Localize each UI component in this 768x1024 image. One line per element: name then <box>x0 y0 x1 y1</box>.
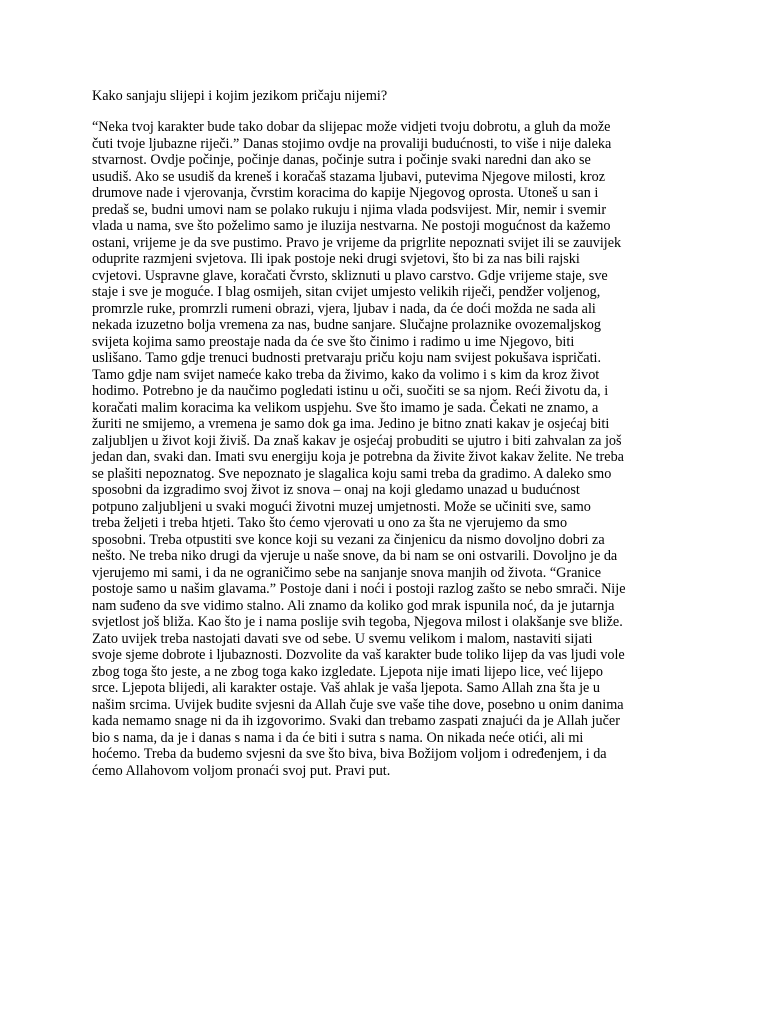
paragraph-line: bio s nama, da je i danas s nama i da će biti i sutra s nama. On nikada neće otići, ali mi <box>92 729 584 746</box>
paragraph-line: ostani, vrijeme je da sve pustimo. Pravo je vrijeme da prigrlite nepoznati svijet ili se zauvijek <box>92 234 622 251</box>
paragraph-line: jedan dan, svaki dan. Imati svu energiju koja je potrebna da živite život kakav želite. Ne treba <box>92 449 624 465</box>
paragraph-line: treba željeti i treba htjeti. Tako što ćemo vjerovati u ono za šta ne vjerujemo da smo <box>92 515 568 531</box>
paragraph-line: ćemo Allahovom voljom pronaći svoj put. Pravi put. <box>92 762 391 779</box>
paragraph-line: postoje samo u našim glavama.” Postoje dani i noći i postoji razlog zašto se nebo smrači. Nije <box>92 581 626 597</box>
paragraph-line: svoje sjeme dobrote i ljubaznosti. Dozvolite da vaš karakter bude toliko lijep da vas ljudi vole <box>92 647 625 663</box>
paragraph-line: predaš se, budni umovi nam se polako rukuju i njima vlada podsvijest. Mir, nemir i svemir <box>92 201 607 218</box>
paragraph-line: promrzle ruke, promrzli rumeni obrazi, vjera, ljubav i nada, da će doći možda ne sada ali <box>92 300 596 317</box>
paragraph-line: potpuno zaljubljeni u svaki mogući životni muzej umjetnosti. Može se učiniti sve, samo <box>92 498 591 515</box>
paragraph-line: uslišano. Tamo gdje trenuci budnosti pretvaraju priču koju nam svijest pokušava ispričati. <box>92 350 601 366</box>
paragraph-line: stvarnost. Ovdje počinje, počinje danas, počinje sutra i počinje svaki naredni dan ako se <box>92 152 591 168</box>
paragraph-line: vjerujemo mi sami, i da ne ograničimo sebe na sanjanje snova manjih od života. “Granice <box>92 564 602 581</box>
paragraph-line: usudiš. Ako se usudiš da kreneš i koračaš stazama ljubavi, putevima Njegove milosti, kroz <box>92 168 606 185</box>
document-title: Kako sanjaju slijepi i kojim jezikom pričaju nijemi? <box>92 88 388 104</box>
paragraph-line: Tamo gdje nam svijet nameće kako treba da živimo, kako da volimo i s kim da kroz život <box>92 366 600 383</box>
paragraph-line: oduprite razmjeni svjetova. Ili ipak postoje neki drugi svjetovi, što bi za nas bili rajski <box>92 251 580 267</box>
paragraph-line: hodimo. Potrebno je da naučimo pogledati istinu u oči, suočiti se sa njom. Reći životu da, i <box>92 383 609 399</box>
paragraph-line: kada nemamo snage ni da ih izgovorimo. Svaki dan trebamo zaspati znajući da je Allah jučer <box>92 713 620 729</box>
paragraph-line: zbog toga što jeste, a ne zbog toga kako izgledate. Ljepota nije imati lijepo lice, već lijepo <box>92 663 603 680</box>
paragraph-line: koračati malim koracima ka velikom uspjehu. Sve što imamo je sada. Čekati ne znamo, a <box>92 399 599 416</box>
document-body <box>92 119 626 779</box>
paragraph-line: nekada izuzetno bolja vremena za nas, budne sanjare. Slučajne prolaznike ovozemaljskog <box>92 317 601 333</box>
paragraph-line: se plašiti nepoznatog. Sve nepoznato je slagalica koju sami treba da gradimo. A daleko smo <box>92 465 612 482</box>
paragraph-line: sposobni da izgradimo svoj život iz snova – onaj na koji gledamo unazad u budućnost <box>92 482 580 498</box>
paragraph-line: nam suđeno da sve vidimo stalno. Ali znamo da koliko god mrak ispunila noć, da je jutarnja <box>92 597 615 614</box>
paragraph-line: cvjetovi. Uspravne glave, koračati čvrsto, skliznuti u plavo carstvo. Gdje vrijeme staje, sve <box>92 267 608 284</box>
paragraph-line: sposobni. Treba otpustiti sve konce koji su vezani za činjenicu da nismo dovoljno dobri za <box>92 531 605 548</box>
paragraph-line: našim srcima. Uvijek budite svjesni da Allah čuje sve vaše tihe dove, posebno u onim danima <box>92 696 624 713</box>
paragraph-line: čuti tvoje ljubazne riječi.” Danas stojimo ovdje na provaliji budućnosti, to više i nije daleka <box>92 135 612 152</box>
paragraph-line: zaljubljen u život koji živiš. Da znaš kakav je osjećaj probuditi se ujutro i biti zahvalan za još <box>92 432 622 449</box>
paragraph-line: Zato uvijek treba nastojati davati sve od sebe. U svemu velikom i malom, nastaviti sijati <box>92 630 593 647</box>
paragraph-line: vlada u nama, sve što poželimo samo je iluzija nestvarna. Ne postoji mogućnost da kažemo <box>92 218 611 234</box>
paragraph-line: žuriti ne smijemo, a vremena je samo dok ga ima. Jedino je bitno znati kakav je osjećaj biti <box>92 416 610 432</box>
paragraph-line: staje i sve je moguće. I blag osmijeh, sitan cvijet umjesto velikih riječi, pendžer voljenog, <box>92 284 601 300</box>
paragraph-line: drumove nade i vjerovanja, čvrstim koracima do kapije Njegovog oprosta. Utoneš u san i <box>92 185 599 201</box>
paragraph-line: srce. Ljepota blijedi, ali karakter ostaje. Vaš ahlak je vaša ljepota. Samo Allah zna šta je u <box>92 680 600 696</box>
paragraph-line: “Neka tvoj karakter bude tako dobar da slijepac može vidjeti tvoju dobrotu, a gluh da može <box>92 119 611 135</box>
paragraph-line: svjetlost još bliža. Kao što je i nama poslije svih tegoba, Njegova milost i olakšanje sve bliže. <box>92 614 623 630</box>
paragraph-line: nešto. Ne treba niko drugi da vjeruje u naše snove, da bi nam se oni ostvarili. Dovoljno je da <box>92 548 618 564</box>
paragraph-line: svijeta kojima samo preostaje nada da će sve što činimo i radimo u ime Njegovo, biti <box>92 333 575 350</box>
paragraph-line: hoćemo. Treba da budemo svjesni da sve što biva, biva Božijom voljom i određenjem, i da <box>92 746 607 762</box>
